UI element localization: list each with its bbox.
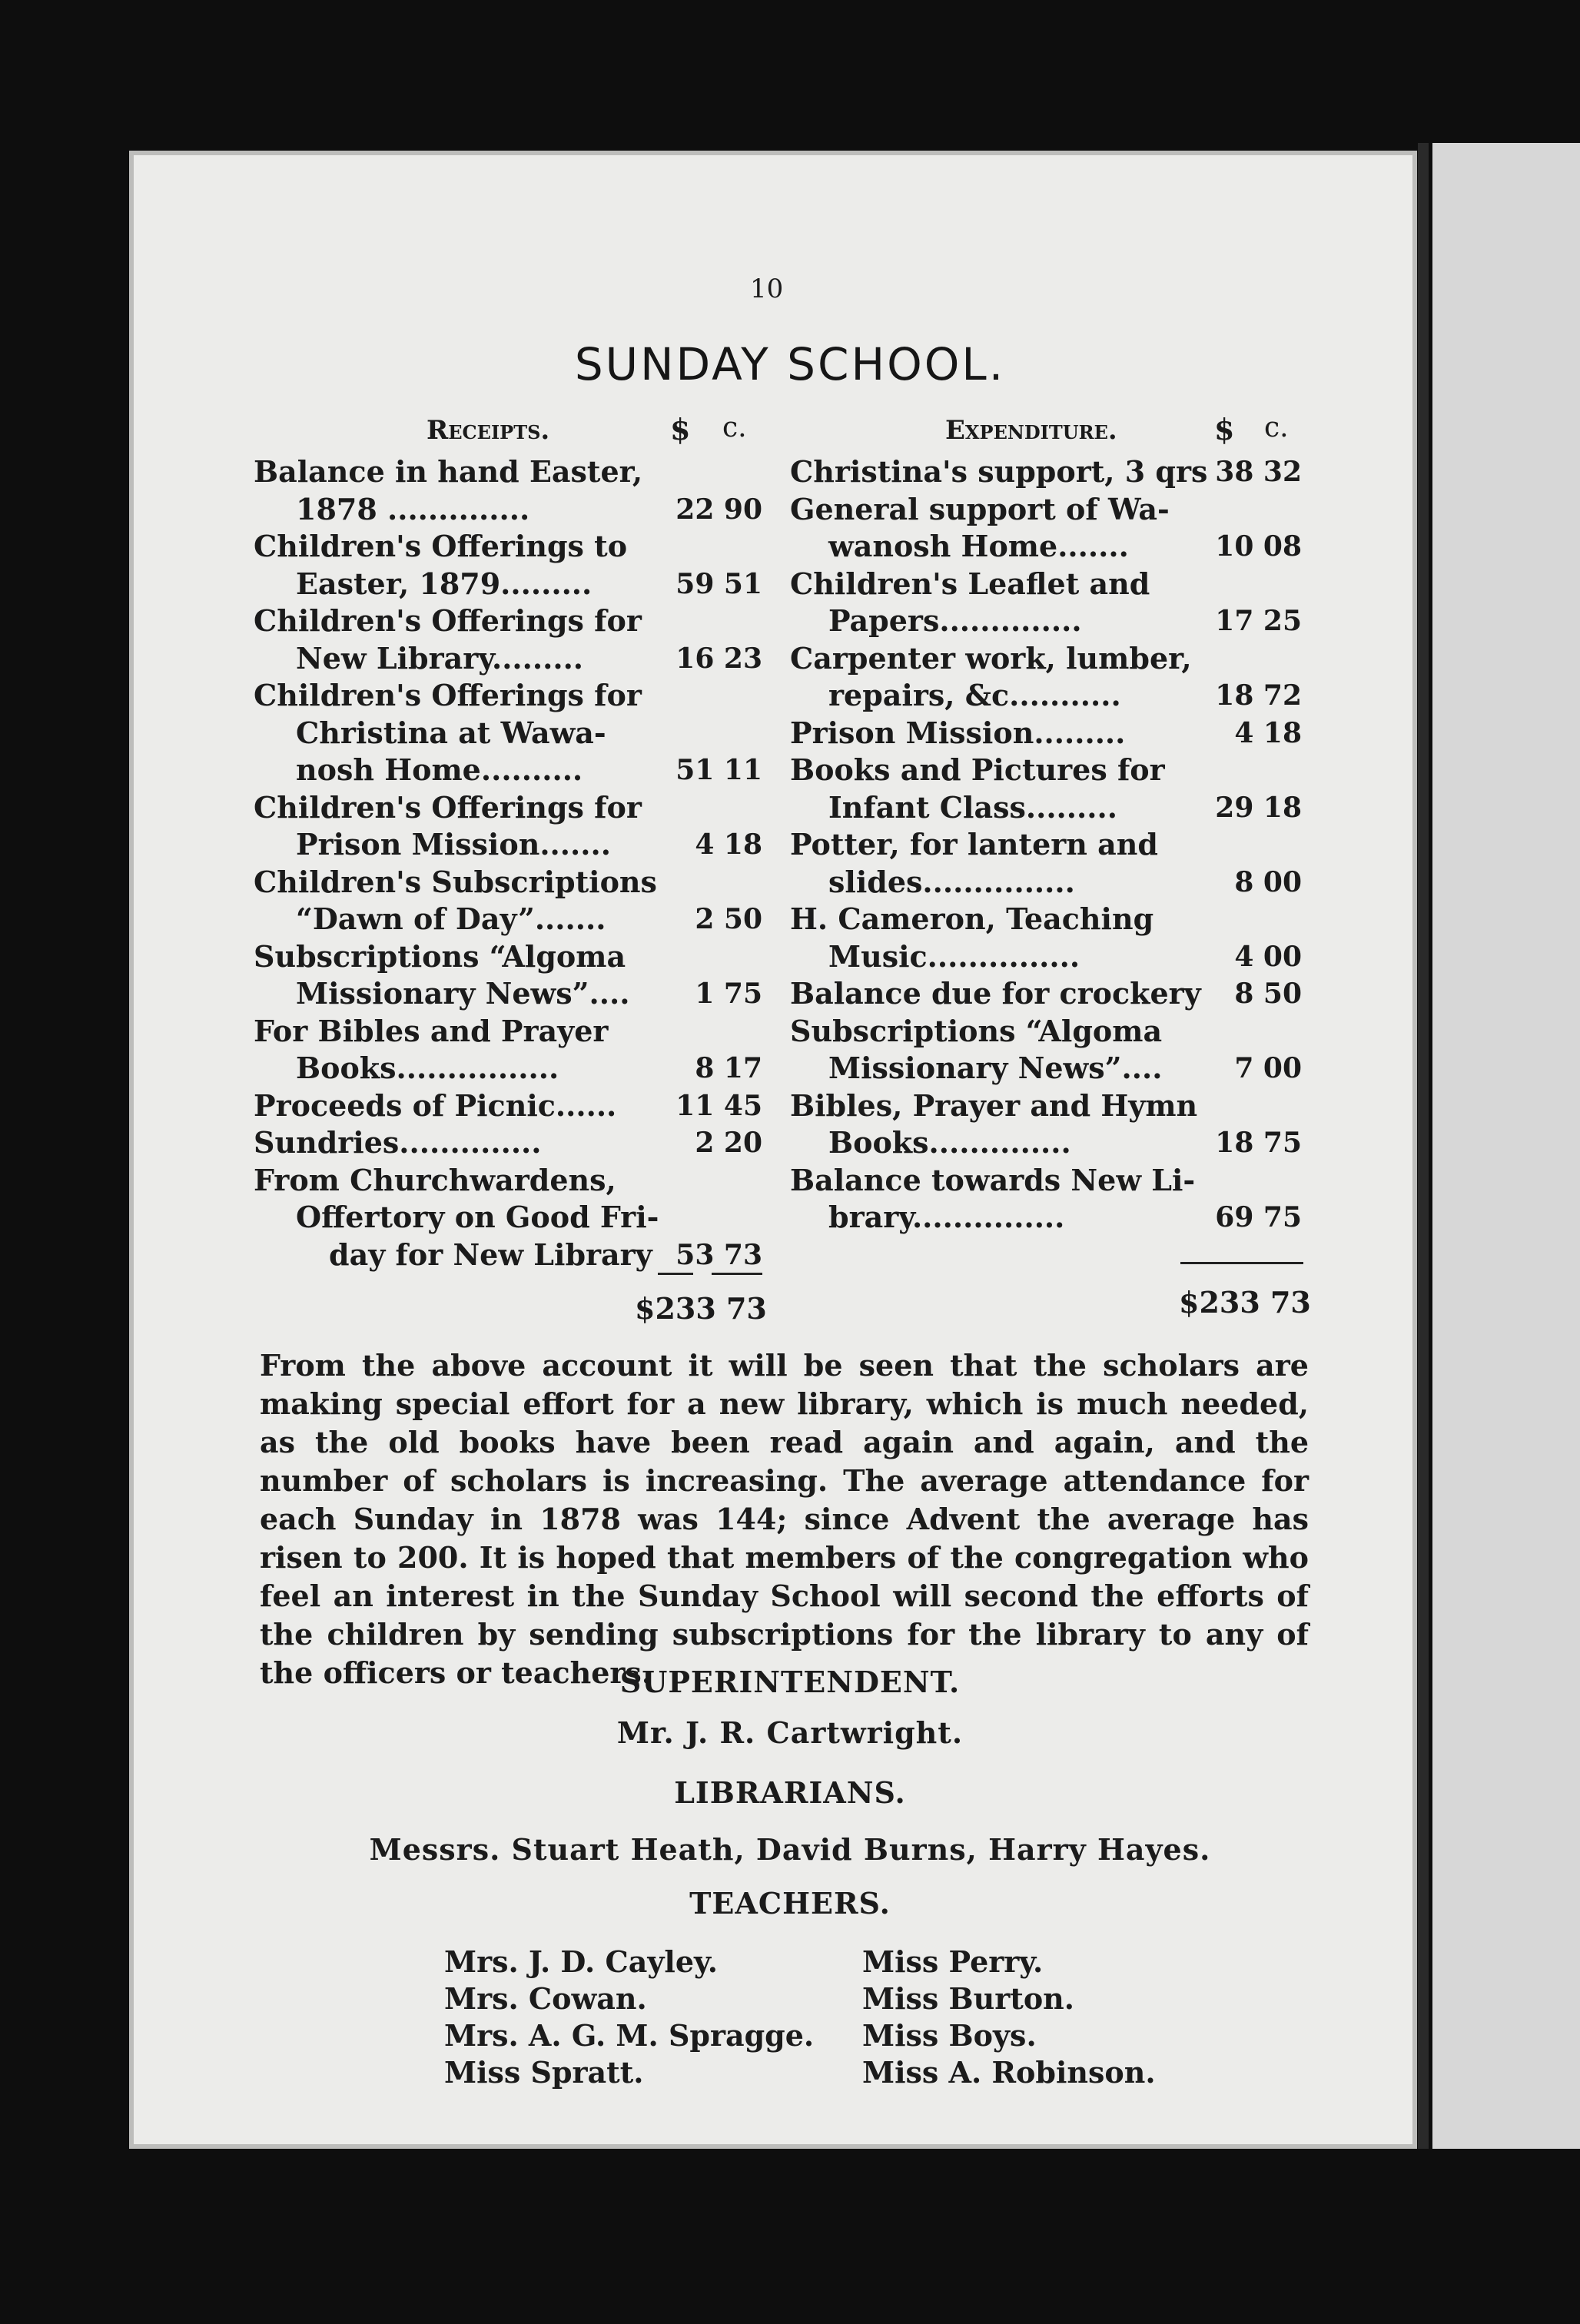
receipts-heading: Receipts. xyxy=(427,415,550,446)
receipts-amount: 11 45 xyxy=(675,1089,762,1122)
receipts-amount: 1 75 xyxy=(695,978,762,1010)
expenditure-line: Subscriptions “Algoma xyxy=(790,1013,1163,1048)
receipts-amount: 2 20 xyxy=(695,1127,762,1159)
expenditure-line: slides............... xyxy=(828,864,1075,899)
receipts-amount: 53 73 xyxy=(675,1238,762,1271)
receipts-amount: 16 23 xyxy=(675,642,762,675)
teachers-heading: TEACHERS. xyxy=(689,1886,891,1921)
receipts-line: Books................ xyxy=(296,1051,559,1085)
superintendent-heading: SUPERINTENDENT. xyxy=(619,1665,961,1699)
expenditure-amount: 69 75 xyxy=(1215,1201,1302,1233)
receipts-line: nosh Home.......... xyxy=(296,752,583,787)
receipts-total-rule-dollars xyxy=(658,1273,693,1275)
page-title: SUNDAY SCHOOL. xyxy=(574,338,1006,390)
expenditure-line: Music............... xyxy=(828,938,1080,974)
expenditure-line: Prison Mission......... xyxy=(790,715,1126,750)
receipts-line: Subscriptions “Algoma xyxy=(254,938,626,974)
expenditure-amount: 8 00 xyxy=(1234,865,1302,898)
expenditure-line: H. Cameron, Teaching xyxy=(790,901,1154,936)
expenditure-amount: 29 18 xyxy=(1215,791,1302,824)
receipts-total-rule-cents xyxy=(712,1273,762,1275)
receipts-dollar-header: $ xyxy=(670,412,691,447)
expenditure-cent-header: c. xyxy=(1264,412,1289,443)
teacher-name: Miss A. Robinson. xyxy=(862,2055,1156,2090)
expenditure-total: $233 73 xyxy=(1179,1285,1311,1320)
expenditure-amount: 4 00 xyxy=(1234,940,1302,973)
receipts-line: Prison Mission....... xyxy=(296,827,611,862)
expenditure-line: Books.............. xyxy=(828,1125,1071,1160)
receipts-amount: 51 11 xyxy=(675,754,762,786)
receipts-amount: 8 17 xyxy=(695,1052,762,1084)
expenditure-total-rule xyxy=(1180,1262,1303,1264)
expenditure-line: Bibles, Prayer and Hymn xyxy=(790,1087,1198,1123)
receipts-line: Christina at Wawa- xyxy=(296,715,606,750)
receipts-line: day for New Library xyxy=(329,1237,652,1272)
expenditure-amount: 4 18 xyxy=(1234,716,1302,749)
teacher-name: Mrs. J. D. Cayley. xyxy=(444,1944,718,1979)
expenditure-line: Papers.............. xyxy=(828,603,1082,638)
expenditure-line: wanosh Home....... xyxy=(828,529,1129,563)
expenditure-line: repairs, &c........... xyxy=(828,678,1121,712)
receipts-line: Easter, 1879......... xyxy=(296,566,592,601)
receipts-line: Missionary News”.... xyxy=(296,976,630,1011)
receipts-amount: 22 90 xyxy=(675,493,762,526)
receipts-line: “Dawn of Day”....... xyxy=(296,901,606,936)
receipts-line: New Library......... xyxy=(296,640,584,676)
teacher-name: Mrs. A. G. M. Spragge. xyxy=(444,2018,815,2053)
receipts-line: Children's Offerings for xyxy=(254,789,642,825)
expenditure-line: General support of Wa- xyxy=(790,491,1170,526)
receipts-line: Balance in hand Easter, xyxy=(254,454,643,489)
receipts-amount: 2 50 xyxy=(695,903,762,935)
receipts-line: Children's Offerings to xyxy=(254,529,628,563)
receipts-line: 1878 .............. xyxy=(296,491,530,526)
receipts-amount: 4 18 xyxy=(695,828,762,861)
librarians-heading: LIBRARIANS. xyxy=(674,1775,906,1810)
receipts-line: Proceeds of Picnic...... xyxy=(254,1087,617,1123)
expenditure-amount: 10 08 xyxy=(1215,530,1302,563)
expenditure-heading: Expenditure. xyxy=(945,415,1117,446)
expenditure-amount: 18 72 xyxy=(1215,679,1302,712)
teacher-name: Miss Perry. xyxy=(862,1944,1044,1979)
expenditure-line: Christina's support, 3 qrs xyxy=(790,454,1208,489)
expenditure-line: Books and Pictures for xyxy=(790,752,1165,787)
receipts-total: $233 73 xyxy=(635,1291,767,1326)
receipts-line: For Bibles and Prayer xyxy=(254,1013,609,1048)
expenditure-amount: 7 00 xyxy=(1234,1052,1302,1084)
receipts-line: Children's Offerings for xyxy=(254,678,642,712)
receipts-line: Children's Subscriptions xyxy=(254,864,657,899)
expenditure-amount: 8 50 xyxy=(1234,978,1302,1010)
teacher-name: Miss Spratt. xyxy=(444,2055,644,2090)
expenditure-line: brary............... xyxy=(828,1200,1065,1234)
expenditure-amount: 38 32 xyxy=(1215,456,1302,488)
receipts-line: Offertory on Good Fri- xyxy=(296,1200,659,1234)
expenditure-line: Potter, for lantern and xyxy=(790,827,1158,862)
expenditure-line: Balance due for crockery xyxy=(790,976,1201,1011)
expenditure-amount: 17 25 xyxy=(1215,605,1302,637)
librarians-names: Messrs. Stuart Heath, David Burns, Harry Hayes. xyxy=(369,1832,1211,1867)
receipts-line: From Churchwardens, xyxy=(254,1162,616,1197)
receipts-line: Sundries.............. xyxy=(254,1125,542,1160)
teacher-name: Miss Burton. xyxy=(862,1981,1075,2016)
expenditure-line: Balance towards New Li- xyxy=(790,1162,1196,1197)
expenditure-line: Missionary News”.... xyxy=(828,1051,1163,1085)
expenditure-dollar-header: $ xyxy=(1214,412,1235,447)
expenditure-line: Carpenter work, lumber, xyxy=(790,640,1192,676)
receipts-cent-header: c. xyxy=(722,412,747,443)
receipts-amount: 59 51 xyxy=(675,567,762,600)
summary-paragraph: From the above account it will be seen that the scholars are making special effort for a new library, which is much needed, as the old books have been read again and again, and the number of scholars is increasing. The average attendance for each Sunday in 1878 was 144; since Advent the average has risen to 200. It is hoped that members of the congregation who feel an interest in the Sunday School will second the efforts of the children by sending subscriptions for the library to any of the officers or teachers. xyxy=(260,1348,1309,1690)
teacher-name: Miss Boys. xyxy=(862,2018,1037,2053)
expenditure-line: Children's Leaflet and xyxy=(790,566,1150,601)
superintendent-name: Mr. J. R. Cartwright. xyxy=(616,1715,964,1750)
expenditure-line: Infant Class......... xyxy=(828,789,1117,825)
receipts-line: Children's Offerings for xyxy=(254,603,642,638)
expenditure-amount: 18 75 xyxy=(1215,1127,1302,1159)
page-number: 10 xyxy=(750,274,784,304)
teacher-name: Mrs. Cowan. xyxy=(444,1981,647,2016)
